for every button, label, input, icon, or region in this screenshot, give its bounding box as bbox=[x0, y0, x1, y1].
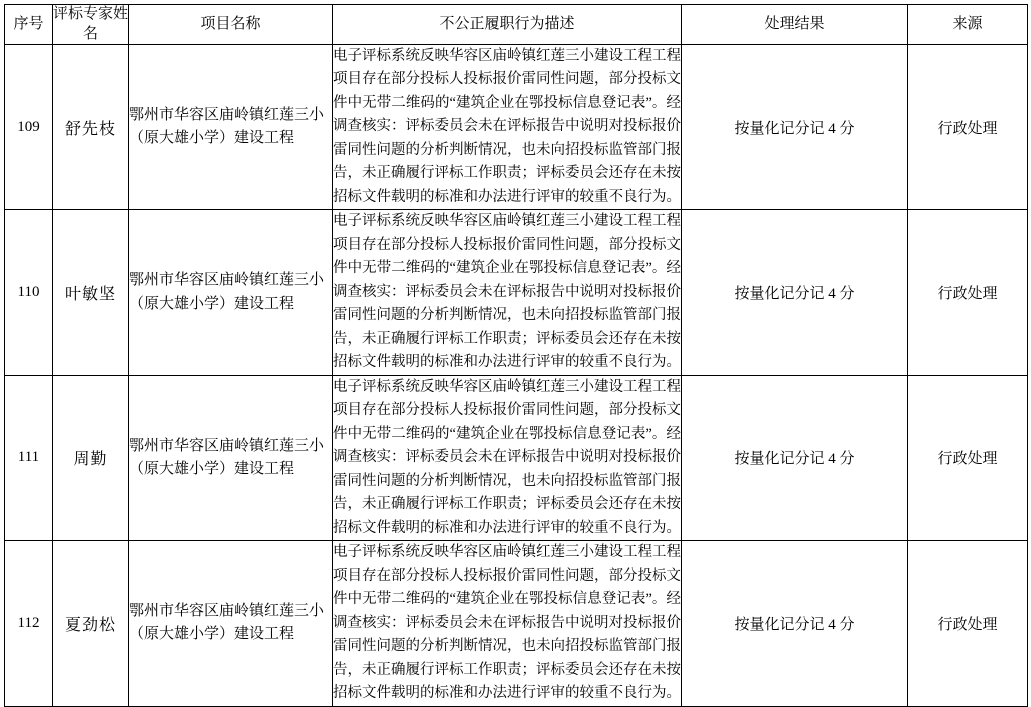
cell-project-name bbox=[129, 45, 333, 210]
project-name-line-1: 鄂州市华容区庙岭镇红莲三小 bbox=[129, 603, 325, 620]
cell-sequence: 109 bbox=[5, 45, 53, 210]
table-row bbox=[5, 45, 1028, 210]
cell-handling-result: 按量化记分记 4 分 bbox=[682, 375, 908, 540]
cell-sequence: 111 bbox=[5, 375, 53, 540]
project-name-line-1: 鄂州市华容区庙岭镇红莲三小 bbox=[129, 437, 325, 454]
project-name-line-1: 鄂州市华容区庙岭镇红莲三小 bbox=[129, 106, 325, 123]
column-header-source: 来源 bbox=[908, 5, 1028, 45]
cell-project-name bbox=[129, 210, 333, 375]
table-row bbox=[5, 210, 1028, 375]
cell-project-name bbox=[129, 375, 333, 540]
cell-expert-name: 夏劲松 bbox=[53, 541, 129, 706]
column-header-handling-result: 处理结果 bbox=[682, 5, 908, 45]
cell-misconduct-description: 电子评标系统反映华容区庙岭镇红莲三小建设工程工程项目存在部分投标人投标报价雷同性问题，部分投标文件中无带二维码的“建筑企业在鄂投标信息登记表”。经调查核实：评标委员会未在评标报告中说明对投标报价雷同性问题的分析判断情况，也未向招投标监管部门报告，未正确履行评标工作职责；评标委员会还存在未按招标文件载明的标准和办法进行评审的较重不良行为。 bbox=[333, 375, 682, 540]
column-header-expert-name: 评标专家姓名 bbox=[53, 5, 129, 45]
cell-expert-name: 叶敏坚 bbox=[53, 210, 129, 375]
cell-sequence: 112 bbox=[5, 541, 53, 706]
misconduct-records-table bbox=[4, 4, 1028, 707]
cell-source: 行政处理 bbox=[908, 45, 1028, 210]
table-row bbox=[5, 375, 1028, 540]
column-header-project-name: 项目名称 bbox=[129, 5, 333, 45]
cell-misconduct-description: 电子评标系统反映华容区庙岭镇红莲三小建设工程工程项目存在部分投标人投标报价雷同性问题，部分投标文件中无带二维码的“建筑企业在鄂投标信息登记表”。经调查核实：评标委员会未在评标报告中说明对投标报价雷同性问题的分析判断情况，也未向招投标监管部门报告，未正确履行评标工作职责；评标委员会还存在未按招标文件载明的标准和办法进行评审的较重不良行为。 bbox=[333, 541, 682, 706]
cell-source: 行政处理 bbox=[908, 210, 1028, 375]
cell-handling-result: 按量化记分记 4 分 bbox=[682, 45, 908, 210]
column-header-sequence: 序号 bbox=[5, 5, 53, 45]
project-name-line-1: 鄂州市华容区庙岭镇红莲三小 bbox=[129, 272, 325, 289]
project-name-line-2: （原大雄小学）建设工程 bbox=[129, 460, 295, 477]
cell-misconduct-description: 电子评标系统反映华容区庙岭镇红莲三小建设工程工程项目存在部分投标人投标报价雷同性问题，部分投标文件中无带二维码的“建筑企业在鄂投标信息登记表”。经调查核实：评标委员会未在评标报告中说明对投标报价雷同性问题的分析判断情况，也未向招投标监管部门报告，未正确履行评标工作职责；评标委员会还存在未按招标文件载明的标准和办法进行评审的较重不良行为。 bbox=[333, 210, 682, 375]
cell-handling-result: 按量化记分记 4 分 bbox=[682, 210, 908, 375]
cell-source: 行政处理 bbox=[908, 375, 1028, 540]
project-name-line-2: （原大雄小学）建设工程 bbox=[129, 626, 295, 643]
project-name-line-2: （原大雄小学）建设工程 bbox=[129, 130, 295, 147]
cell-expert-name: 周勤 bbox=[53, 375, 129, 540]
table-header-row bbox=[5, 5, 1028, 45]
cell-sequence: 110 bbox=[5, 210, 53, 375]
project-name-line-2: （原大雄小学）建设工程 bbox=[129, 295, 295, 312]
column-header-misconduct-description: 不公正履职行为描述 bbox=[333, 5, 682, 45]
cell-expert-name: 舒先枝 bbox=[53, 45, 129, 210]
cell-misconduct-description: 电子评标系统反映华容区庙岭镇红莲三小建设工程工程项目存在部分投标人投标报价雷同性问题，部分投标文件中无带二维码的“建筑企业在鄂投标信息登记表”。经调查核实：评标委员会未在评标报告中说明对投标报价雷同性问题的分析判断情况，也未向招投标监管部门报告，未正确履行评标工作职责；评标委员会还存在未按招标文件载明的标准和办法进行评审的较重不良行为。 bbox=[333, 45, 682, 210]
cell-handling-result: 按量化记分记 4 分 bbox=[682, 541, 908, 706]
table-row bbox=[5, 541, 1028, 706]
cell-source: 行政处理 bbox=[908, 541, 1028, 706]
cell-project-name bbox=[129, 541, 333, 706]
